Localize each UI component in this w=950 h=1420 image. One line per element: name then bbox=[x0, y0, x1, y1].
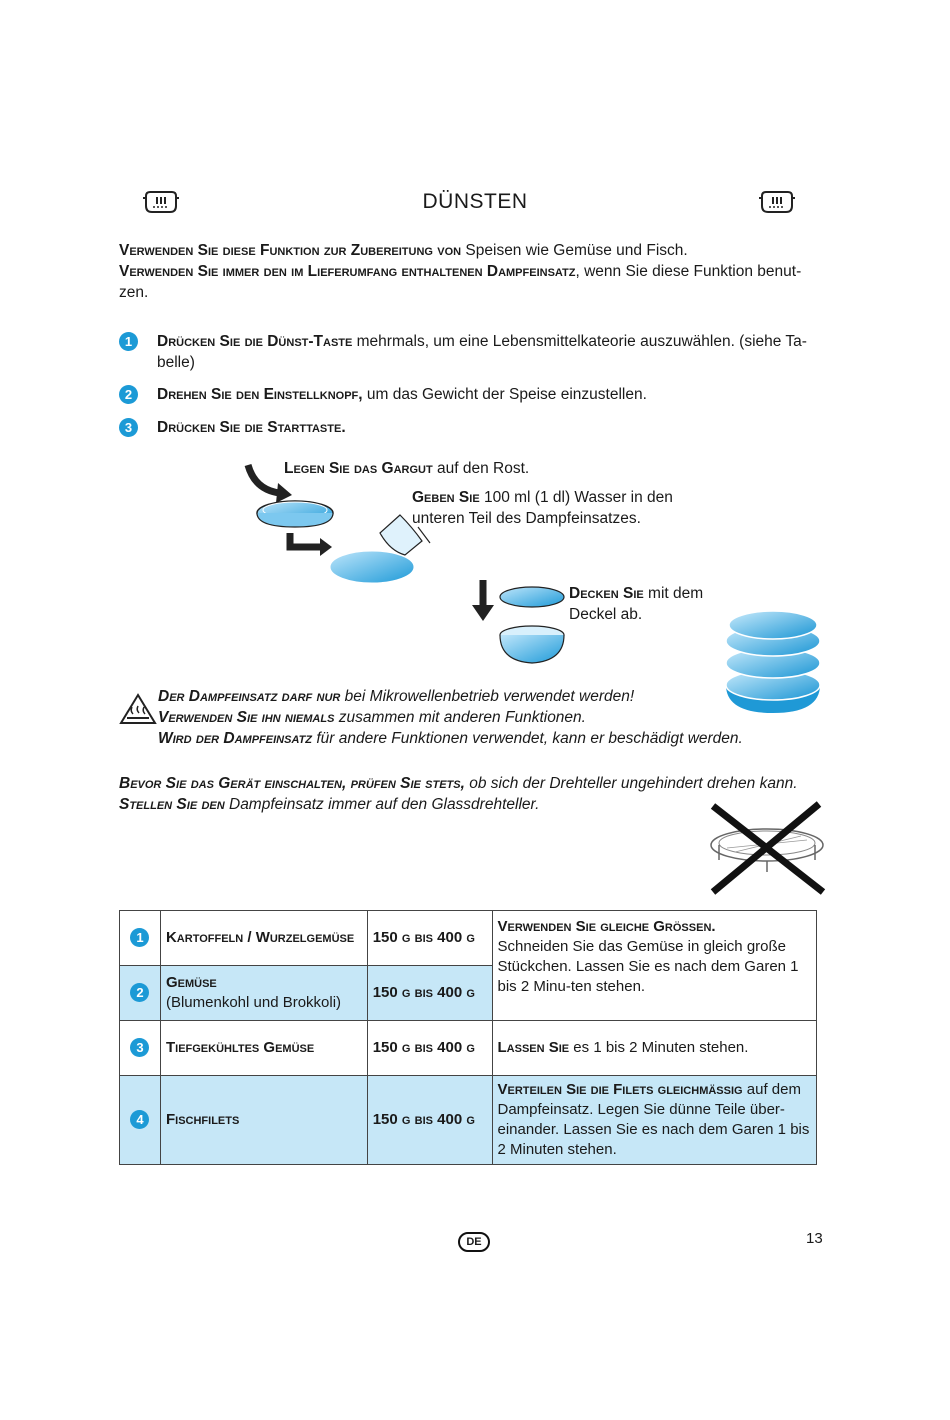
note-caps: Stellen Sie den bbox=[119, 796, 225, 813]
row-number-cell bbox=[120, 1076, 161, 1165]
food-name: Kartoffeln / Wurzelgemüse bbox=[165, 929, 355, 946]
row-number-badge: 2 bbox=[130, 983, 149, 1002]
intro-line2-caps: Verwenden Sie immer den im Lieferumfang enthaltenen Dampfeinsatz bbox=[119, 263, 576, 280]
food-detail: (Blumenkohl und Brokkoli) bbox=[165, 994, 342, 1011]
weight-max: 400 bbox=[437, 929, 463, 946]
warning-line-3 bbox=[158, 728, 778, 749]
weight-cell bbox=[367, 911, 492, 966]
step-caps: Drücken Sie die Dünst-Taste bbox=[157, 333, 353, 350]
food-cell bbox=[160, 911, 367, 966]
warning-caps: Verwenden Sie ihn niemals bbox=[158, 709, 335, 726]
row-number-cell bbox=[120, 1021, 161, 1076]
weight-min: 150 bbox=[372, 1111, 398, 1128]
caption-text: mit dem Deckel ab. bbox=[569, 585, 704, 623]
caption-add-water bbox=[412, 487, 682, 529]
cooking-table bbox=[119, 910, 817, 1165]
intro-text bbox=[119, 240, 819, 303]
step-text: mehrmals, um eine Lebensmittelkateorie auszuwählen. (siehe Ta-belle) bbox=[157, 333, 807, 371]
row-number-cell bbox=[120, 966, 161, 1021]
turntable-note-1 bbox=[119, 773, 829, 794]
hint-text: auf dem Dampfeinsatz. Legen Sie dünne Teile über-einander. Lassen Sie es nach dem Garen 1 bis 2 Minuten stehen. bbox=[497, 1081, 810, 1158]
table-row bbox=[120, 911, 817, 966]
steamer-filling-illustration bbox=[240, 455, 440, 590]
weight-unit: g bis bbox=[397, 1039, 438, 1056]
step-number-badge: 1 bbox=[119, 332, 138, 351]
hint-caps: Verteilen Sie die Filets gleichmässig bbox=[497, 1081, 743, 1098]
caption-text: auf den Rost. bbox=[432, 460, 530, 477]
steamer-base bbox=[330, 551, 414, 583]
intro-line1-text: Speisen wie Gemüse und Fisch. bbox=[461, 242, 688, 259]
weight-unit: g bbox=[462, 984, 475, 1001]
warning-line-2 bbox=[158, 707, 758, 728]
step-number-badge: 2 bbox=[119, 385, 138, 404]
steamer-lid bbox=[500, 587, 564, 607]
note-text: ob sich der Drehteller ungehindert drehen kann. bbox=[464, 775, 798, 792]
hint-cell bbox=[492, 911, 817, 1021]
note-text: Dampfeinsatz immer auf den Glassdrehteller. bbox=[224, 796, 540, 813]
intro-line1-caps: Verwenden Sie diese Funktion zur Zubereitung von bbox=[119, 242, 462, 259]
angled-arrow bbox=[290, 533, 322, 547]
hint-text: Schneiden Sie das Gemüse in gleich große Stückchen. Lassen Sie es nach dem Garen 1 bis 2 Minu-ten stehen. bbox=[497, 938, 799, 995]
measuring-cup bbox=[380, 515, 422, 555]
caption-caps: Legen Sie das Gargut bbox=[284, 460, 433, 477]
warning-line-1 bbox=[158, 686, 758, 707]
weight-min: 150 bbox=[372, 929, 398, 946]
food-cell bbox=[160, 966, 367, 1021]
warning-caps: Wird der Dampfeinsatz bbox=[158, 730, 313, 747]
weight-cell bbox=[367, 1021, 492, 1076]
caption-caps: Decken Sie bbox=[569, 585, 644, 602]
row-number-cell bbox=[120, 911, 161, 966]
step-3 bbox=[119, 417, 819, 438]
row-number-badge: 4 bbox=[130, 1110, 149, 1129]
language-badge: DE bbox=[458, 1232, 490, 1252]
weight-min: 150 bbox=[372, 1039, 398, 1056]
warning-text: bei Mikrowellenbetrieb verwendet werden! bbox=[340, 688, 635, 705]
page-title: DÜNSTEN bbox=[422, 190, 528, 213]
weight-max: 400 bbox=[437, 1111, 463, 1128]
row-number-badge: 3 bbox=[130, 1038, 149, 1057]
weight-unit: g bis bbox=[397, 984, 438, 1001]
step-text: um das Gewicht der Speise einzustellen. bbox=[362, 386, 647, 403]
weight-unit: g bbox=[462, 929, 475, 946]
warning-text: für andere Funktionen verwendet, kann er beschädigt werden. bbox=[312, 730, 743, 747]
table-row bbox=[120, 1076, 817, 1165]
hint-cell bbox=[492, 1021, 817, 1076]
arrow-head bbox=[472, 605, 494, 621]
food-name: Fischfilets bbox=[165, 1111, 240, 1128]
weight-cell bbox=[367, 1076, 492, 1165]
food-name: Gemüse bbox=[165, 974, 217, 991]
curved-arrow bbox=[248, 465, 280, 493]
hint-caps: Verwenden Sie gleiche Grössen. bbox=[497, 918, 716, 935]
caption-caps: Geben Sie bbox=[412, 489, 480, 506]
intro-line2-text: , wenn Sie diese Funktion benut-zen. bbox=[119, 263, 802, 301]
weight-cell bbox=[367, 966, 492, 1021]
weight-unit: g bis bbox=[397, 1111, 438, 1128]
caption-text: 100 ml (1 dl) Wasser in den unteren Teil des Dampfeinsatzes. bbox=[412, 489, 673, 527]
food-name: Tiefgekühltes Gemüse bbox=[165, 1039, 315, 1056]
step-number-badge: 3 bbox=[119, 418, 138, 437]
caption-cover bbox=[569, 583, 719, 625]
hint-cell bbox=[492, 1076, 817, 1165]
warning-text: zusammen mit anderen Funktionen. bbox=[334, 709, 586, 726]
row-number-badge: 1 bbox=[130, 928, 149, 947]
step-caps: Drehen Sie den Einstellknopf, bbox=[157, 386, 363, 403]
weight-max: 400 bbox=[437, 1039, 463, 1056]
page-number: 13 bbox=[806, 1230, 823, 1247]
arrow-head bbox=[320, 538, 332, 556]
step-caps: Drücken Sie die Starttaste. bbox=[157, 419, 346, 436]
step-2 bbox=[119, 384, 819, 405]
weight-min: 150 bbox=[372, 984, 398, 1001]
food-cell bbox=[160, 1021, 367, 1076]
weight-unit: g bis bbox=[397, 929, 438, 946]
note-caps: Bevor Sie das Gerät einschalten, prüfen Sie stets, bbox=[119, 775, 465, 792]
hint-text: es 1 bis 2 Minuten stehen. bbox=[569, 1039, 749, 1056]
weight-max: 400 bbox=[437, 984, 463, 1001]
arrow-head bbox=[276, 483, 292, 503]
weight-unit: g bbox=[462, 1039, 475, 1056]
warning-caps: Der Dampfeinsatz darf nur bbox=[158, 688, 341, 705]
hot-surface-warning-icon bbox=[119, 693, 157, 725]
crossed-rack-illustration bbox=[705, 800, 830, 900]
hint-caps: Lassen Sie bbox=[497, 1039, 570, 1056]
weight-unit: g bbox=[462, 1111, 475, 1128]
steamer-cover-illustration bbox=[465, 575, 575, 673]
table-row bbox=[120, 1021, 817, 1076]
step-1 bbox=[119, 331, 819, 373]
food-cell bbox=[160, 1076, 367, 1165]
